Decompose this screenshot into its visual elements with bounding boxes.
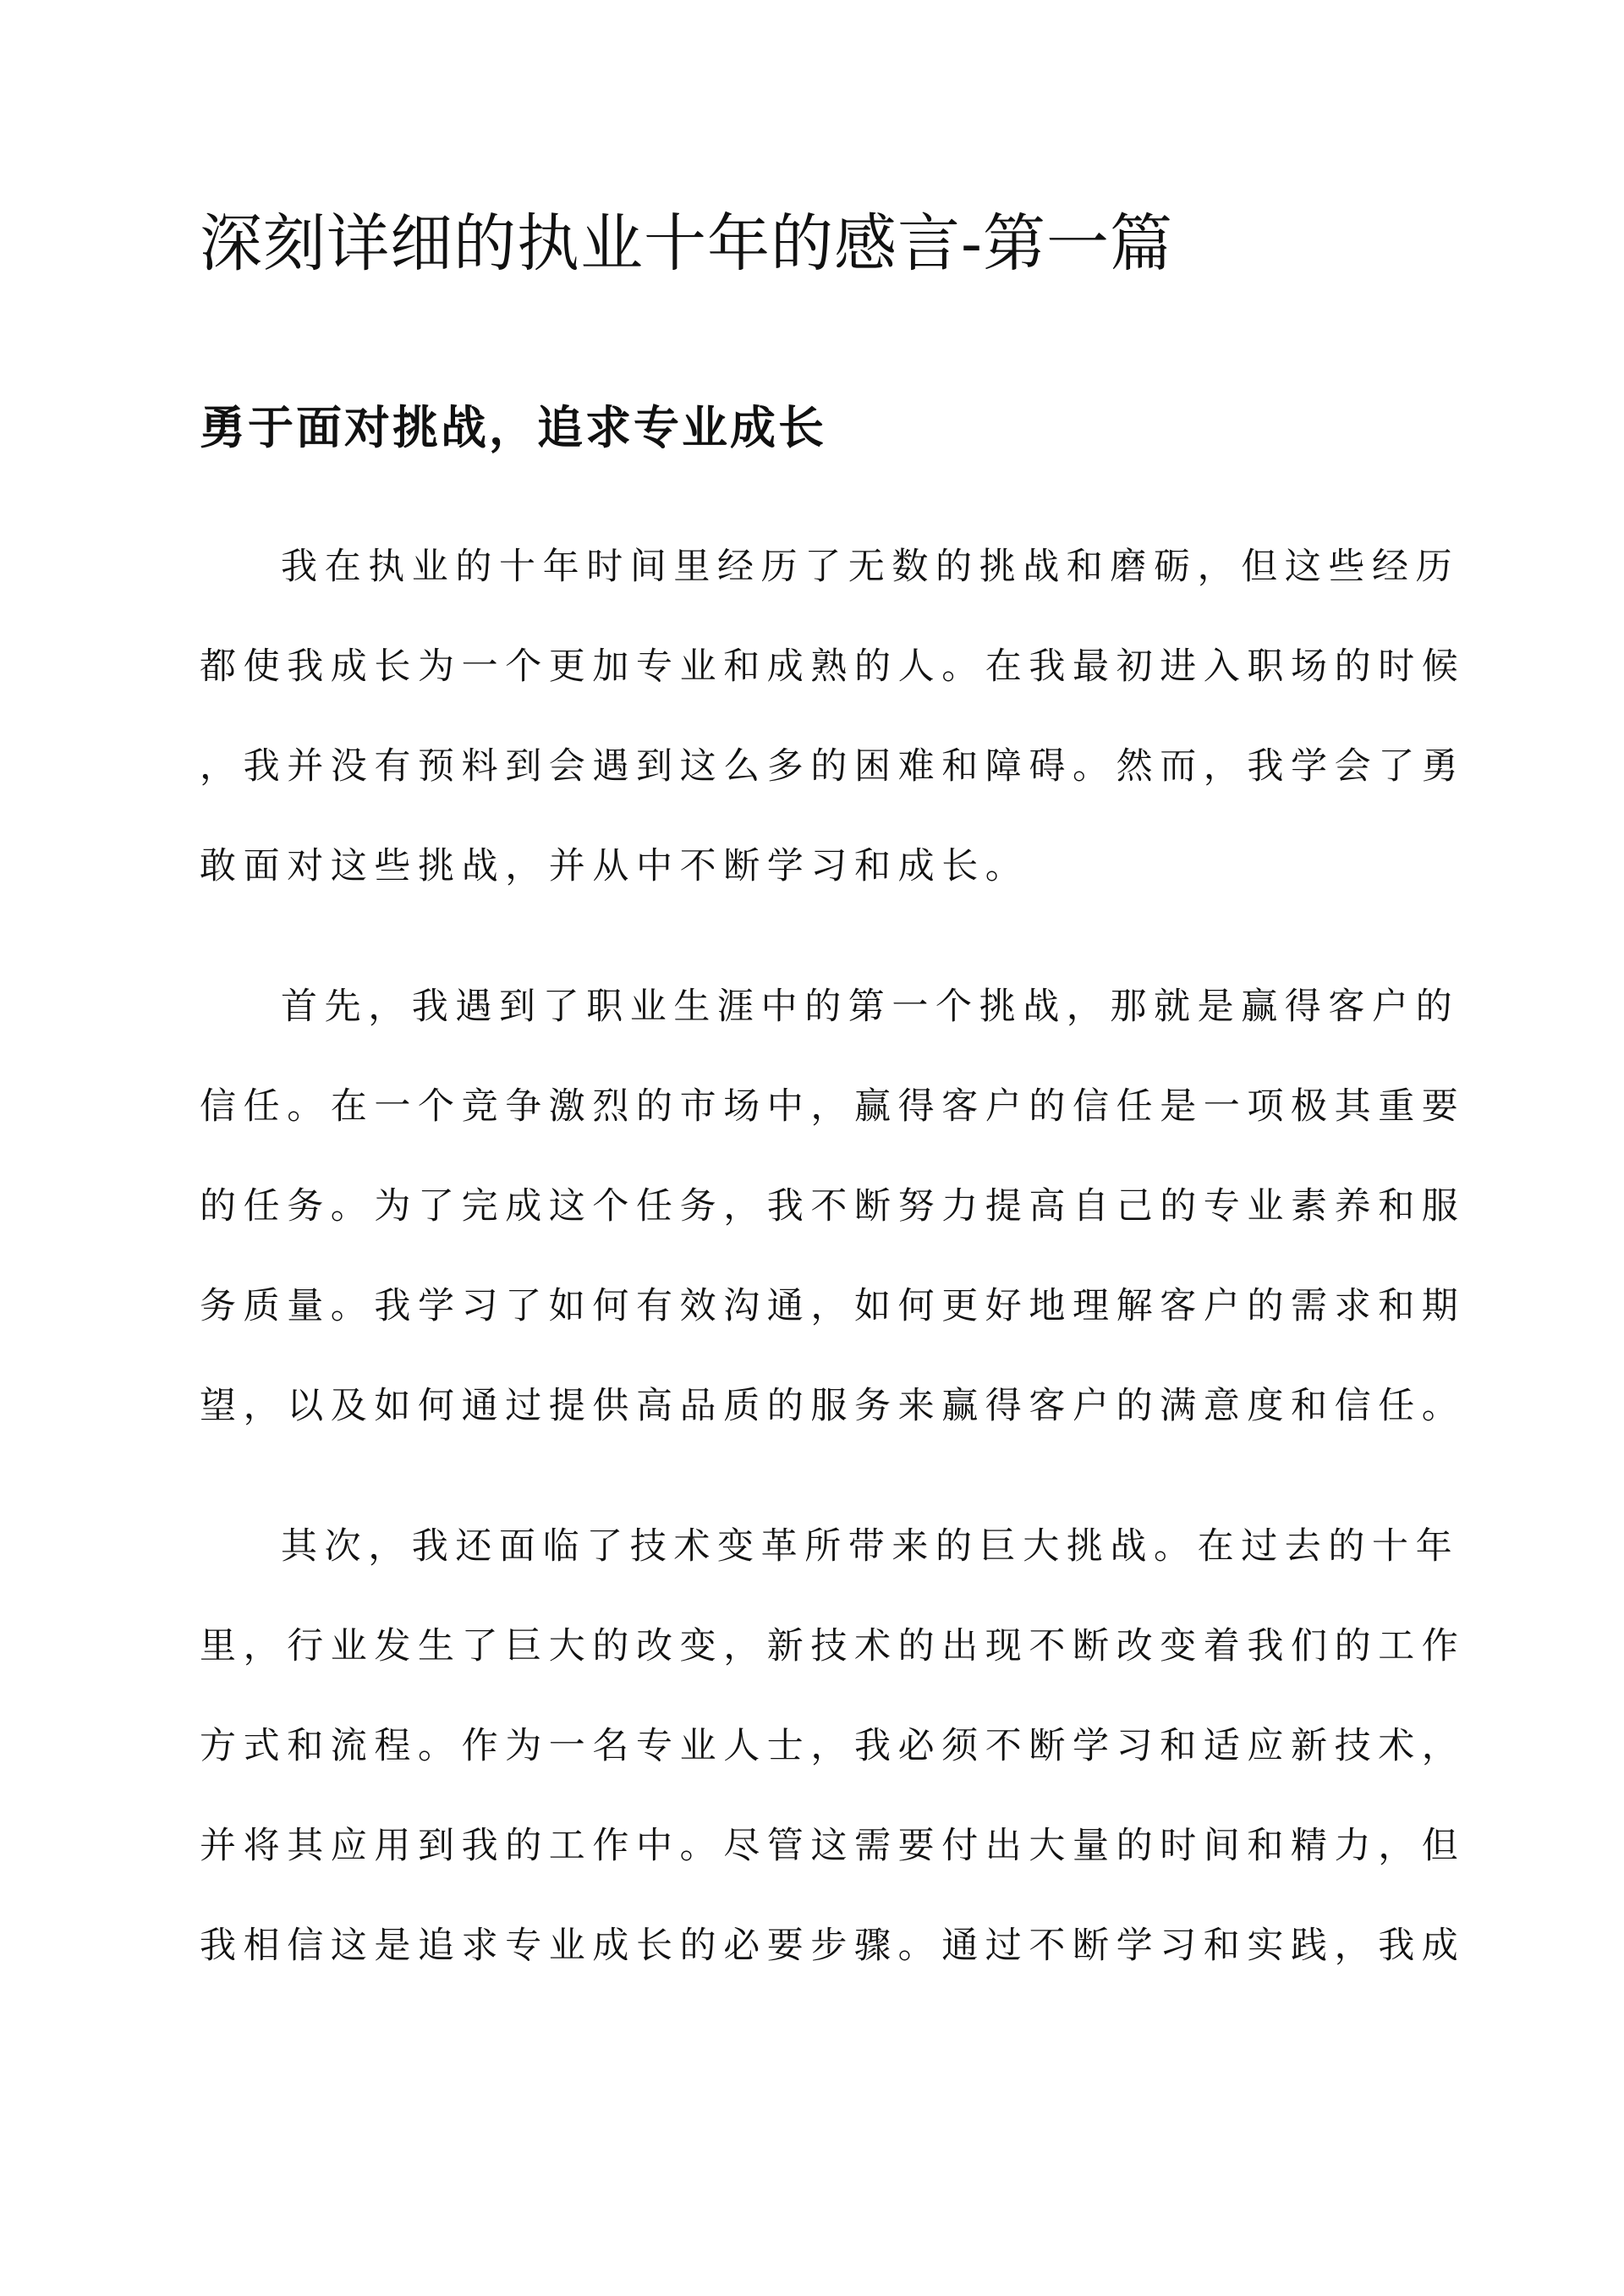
document-title: 深刻详细的执业十年的感言-第一篇 xyxy=(200,207,1174,280)
paragraph-3-line-4: 并将其应用到我的工作中。尽管这需要付出大量的时间和精力，但 xyxy=(200,1825,1466,1867)
paragraph-2-line-4: 务质量。我学习了如何有效沟通，如何更好地理解客户的需求和期 xyxy=(200,1285,1466,1327)
section-heading: 勇于面对挑战，追求专业成长 xyxy=(200,400,826,454)
paragraph-2-line-1: 首先，我遇到了职业生涯中的第一个挑战，那就是赢得客户的 xyxy=(281,986,1460,1028)
paragraph-1-line-3: ，我并没有预料到会遇到这么多的困难和障碍。然而，我学会了勇 xyxy=(200,745,1466,788)
paragraph-2-line-2: 信任。在一个竞争激烈的市场中，赢得客户的信任是一项极其重要 xyxy=(200,1085,1466,1128)
paragraph-1-line-1: 我在执业的十年时间里经历了无数的挑战和磨砺，但这些经历 xyxy=(281,546,1460,588)
paragraph-3-line-2: 里，行业发生了巨大的改变，新技术的出现不断改变着我们的工作 xyxy=(200,1625,1466,1667)
paragraph-3-line-1: 其次，我还面临了技术变革所带来的巨大挑战。在过去的十年 xyxy=(281,1525,1460,1568)
paragraph-1-line-4: 敢面对这些挑战，并从中不断学习和成长。 xyxy=(200,845,1029,887)
paragraph-2-line-3: 的任务。为了完成这个任务，我不断努力提高自己的专业素养和服 xyxy=(200,1185,1466,1228)
paragraph-1-line-2: 都使我成长为一个更加专业和成熟的人。在我最初进入职场的时候 xyxy=(200,645,1466,688)
paragraph-3-line-5: 我相信这是追求专业成长的必要步骤。通过不断学习和实践，我成 xyxy=(200,1925,1466,1967)
paragraph-2-line-5: 望，以及如何通过提供高品质的服务来赢得客户的满意度和信任。 xyxy=(200,1385,1466,1427)
paragraph-3-line-3: 方式和流程。作为一名专业人士，我必须不断学习和适应新技术， xyxy=(200,1725,1466,1767)
